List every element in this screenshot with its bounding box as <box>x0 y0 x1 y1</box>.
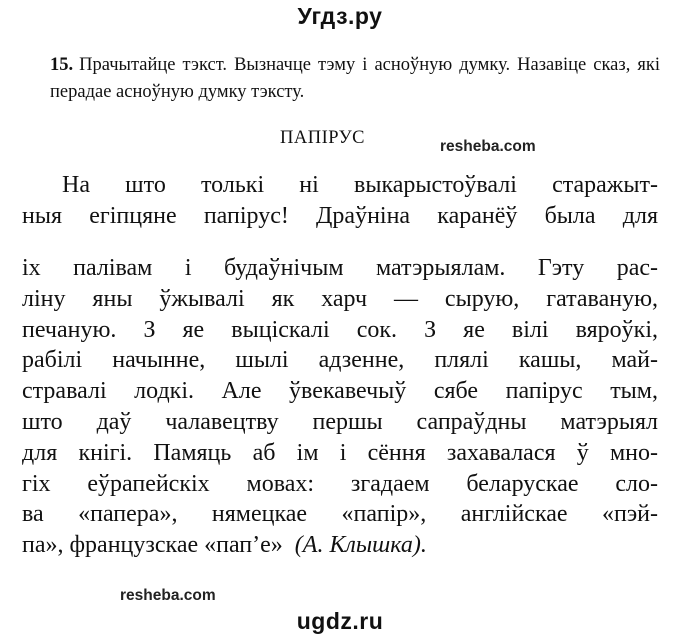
site-header-title: Угдз.ру <box>297 3 383 29</box>
text-line: На што толькі ні выкарыстоўвалі старажыт- <box>62 172 658 198</box>
text-line: ныя егіпцяне папірус! Драўніна каранёў была для <box>22 202 658 229</box>
text-line: для кнігі. Памяць аб ім і сёння захавалася ў мно- <box>22 439 658 466</box>
paragraph-block-top <box>22 170 658 232</box>
text-line: што даў чалавецтву першы сапраўдны матэрыял <box>22 408 658 435</box>
watermark-middle: resheba.com <box>440 138 536 155</box>
site-footer: ugdz.ru <box>296 608 384 634</box>
task-instruction <box>50 52 660 106</box>
text-line: печаную. З яе выціскалі сок. З яе вілі вяроўкі, <box>22 316 658 343</box>
text-line-end: па», французскае «пап’е» <box>22 532 283 559</box>
task-number: 15. <box>50 55 74 75</box>
text-line: стравалі лодкі. Але ўвекавечыў сябе папірус тым, <box>22 378 658 405</box>
paragraph-block-main <box>22 253 658 561</box>
text-title: ПАПІРУС <box>280 128 366 148</box>
author-citation: (А. Клышка). <box>294 532 427 559</box>
text-line: рабілі начынне, шылі адзенне, плялі кашы, май- <box>22 347 658 374</box>
text-line-last <box>22 530 658 561</box>
text-line: ліну яны ўжывалі як харч — сырую, гатаваную, <box>22 285 658 312</box>
text-line: ва «папера», нямецкае «папір», англійскае «пэй- <box>22 501 658 528</box>
task-text: Прачытайце тэкст. Вызначце тэму і асноўную думку. Назавіце сказ, які перадае асноўную думку тэксту. <box>50 55 660 102</box>
text-line: іх палівам і будаўнічым матэрыялам. Гэту рас- <box>22 255 658 281</box>
watermark-bottom: resheba.com <box>120 587 216 604</box>
text-line: гіх еўрапейскіх мовах: згадаем беларускае сло- <box>22 470 658 497</box>
